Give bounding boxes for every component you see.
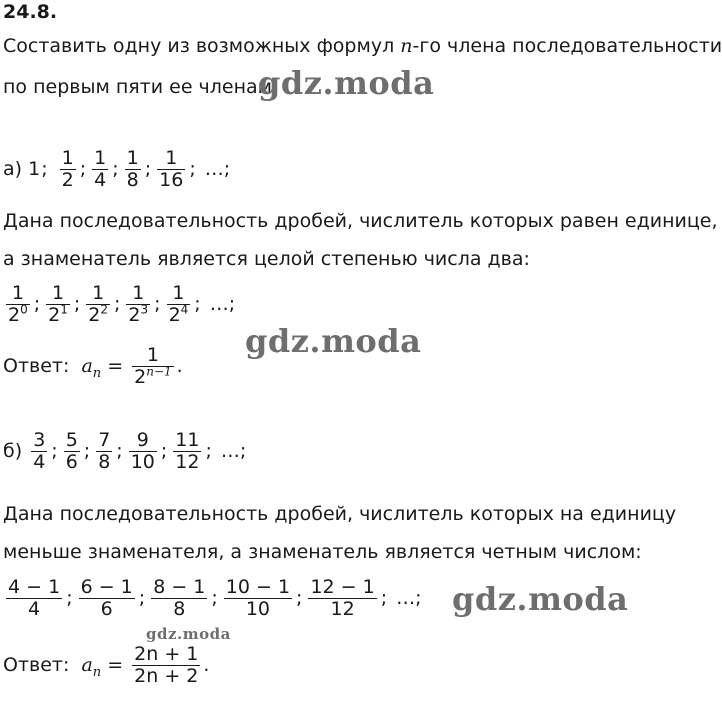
part-a-fraction-3-den: 8 [126,169,139,191]
answer-lhs-a: a [81,355,93,377]
part-b-fraction-4-den: 10 [130,451,155,473]
part-b-fraction-4-num: 9 [129,430,157,452]
part-b-ellipsis: … [220,440,240,462]
part-a-fraction-3-num: 1 [126,147,139,169]
part-a-power-fraction-1-num: 1 [6,283,30,305]
part-a-label: а) [3,158,23,180]
part-a-fraction-4-num: 1 [157,148,185,170]
part-b-diff-fraction-1-num: 4 − 1 [8,576,61,598]
part-b-fraction-1-num: 3 [33,429,46,451]
intro-line-1 [3,34,722,58]
answer-den-base-a: 2 [134,366,147,388]
answer-lhs-b: a [81,654,93,676]
answer-fraction-b [132,644,200,687]
intro-line-2: по первым пяти ее членам: [3,76,279,98]
intro-variable: n [400,35,413,57]
part-a-power-fraction-4-den [126,302,150,326]
answer-num-a: 1 [132,345,174,367]
part-b-fraction-3 [96,430,112,473]
part-a-power-fraction-5-exp: 4 [180,302,189,317]
part-b-diff-ellipsis: … [396,587,416,609]
part-a-fraction-2-num: 1 [94,147,107,169]
part-b-fraction-4 [129,430,157,473]
part-b-fraction-2-num: 5 [65,429,78,451]
answer-den-exp-a: n−1 [146,364,172,379]
part-a-power-fraction-1-den [6,302,30,326]
part-b-diff-fraction-1 [6,577,62,620]
part-a-first: 1 [28,158,41,180]
part-b-label: б) [3,440,23,462]
part-b-diff-fraction-5-num: 12 − 1 [310,576,375,598]
part-a-power-fraction-2-base: 2 [48,304,61,326]
answer-num-b: 2n + 1 [134,643,199,665]
part-a-power-fraction-2-exp: 1 [60,302,68,317]
part-b-diff-fraction-2 [79,577,135,620]
answer-sub-a: n [92,365,102,381]
part-a-pow-ellipsis: … [209,293,229,315]
watermark-1: gdz.moda [258,64,435,102]
part-b-fraction-1 [31,430,47,473]
part-a-fraction-1-num: 1 [61,147,74,169]
part-a-power-fraction-5 [167,283,191,326]
part-a-power-fraction-4 [126,283,150,326]
intro-text-end: -го члена последовательности [412,35,722,57]
part-a-power-fraction-4-exp: 3 [140,302,149,317]
part-b-diff-fraction-4-num: 10 − 1 [225,576,291,598]
part-a-ellipsis: … [204,158,224,180]
answer-label-b: Ответ: [3,654,70,676]
part-b-diff-fraction-4 [224,577,292,620]
part-b-diff-fraction-2-den: 6 [100,598,113,620]
part-b-diff-fraction-3-num: 8 − 1 [153,576,206,598]
part-b-diff-fraction-2-num: 6 − 1 [80,576,133,598]
part-b-desc-2: меньше знаменателя, а знаменатель является четным числом: [3,541,642,563]
part-a-fraction-1 [60,148,76,191]
answer-den-b: 2n + 2 [134,665,199,687]
part-b-diff-fraction-1-den: 4 [28,598,41,620]
part-b-fraction-5 [173,430,201,473]
part-a-fraction-3 [125,148,141,191]
part-a-answer: Ответ: $a_n$ = $\frac{1}{2^{n-1}}$ . [3,344,183,388]
part-b-diff-fraction-4-den: 10 [245,598,270,620]
part-b-diff-fraction-5 [308,577,376,620]
part-b-diff-fraction-3 [151,577,207,620]
part-a-power-fraction-3-exp: 2 [100,302,109,317]
watermark-3: gdz.moda [452,580,629,618]
part-a-power-fraction-5-base: 2 [168,304,181,326]
problem-number: 24.8. [3,1,58,23]
part-a-fraction-2 [92,148,108,191]
part-b-fraction-1-den: 4 [33,451,46,473]
part-a-power-fraction-4-base: 2 [128,304,141,326]
part-a-power-fraction-3-base: 2 [88,304,101,326]
part-a-fraction-2-den: 4 [94,169,107,191]
part-b-fraction-5-num: 11 [175,429,200,451]
part-b-diff-fraction-3-den: 8 [173,598,186,620]
part-a-fraction-4-den: 16 [159,169,184,191]
part-a-sequence: а) 1; $\frac{1}{2}$ ; $\frac{1}{4}$ ; $\frac{1}{8}$ ; $\frac{1}{16}$ ; …; [3,147,231,191]
part-b-answer: Ответ: $a_n$ = $\frac{2n + 1}{2n + 2}$ . [3,643,210,687]
part-b-desc-1: Дана последовательность дробей, числитель которых на единицу [3,503,677,525]
part-b-diff-fraction-5-den: 12 [330,598,355,620]
watermark-2: gdz.moda [245,322,422,360]
part-a-power-fraction-5-num: 1 [167,283,191,305]
part-b-fraction-3-den: 8 [98,451,111,473]
part-a-fraction-1-den: 2 [61,169,74,191]
part-a-power-fraction-2 [46,283,70,326]
part-a-power-fraction-2-den [46,302,70,326]
watermark-4: gdz.moda [146,625,231,643]
part-a-power-fraction-4-num: 1 [126,283,150,305]
part-a-desc-1: Дана последовательность дробей, числитель которых равен единице, [3,210,718,232]
answer-label-a: Ответ: [3,355,70,377]
part-a-power-fraction-3 [86,283,110,326]
answer-sub-b: n [92,664,102,680]
part-b-fraction-2-den: 6 [65,451,78,473]
part-a-fraction-4 [157,148,185,191]
part-a-power-fraction-3-num: 1 [86,283,110,305]
part-b-diffs: $\frac{4 - 1}{4}$ ; $\frac{6 - 1}{6}$ ; $\frac{8 - 1}{8}$ ; $\frac{10 - 1}{10}$ ; $\frac{12 - 1}{12}$ ; …; [8,576,422,620]
answer-fraction-a [132,345,174,388]
part-b-sequence: б) $\frac{3}{4}$ ; $\frac{5}{6}$ ; $\frac{7}{8}$ ; $\frac{9}{10}$ ; $\frac{11}{12}$ ; …; [3,429,247,473]
part-a-power-fraction-2-num: 1 [46,283,70,305]
part-a-power-fraction-1-base: 2 [8,304,21,326]
part-a-power-fraction-1 [6,283,30,326]
part-b-fraction-5-den: 12 [175,451,200,473]
part-a-desc-2: а знаменатель является целой степенью числа два: [3,248,530,270]
intro-text: Составить одну из возможных формул [3,35,401,57]
part-b-fraction-2 [64,430,80,473]
part-b-fraction-3-num: 7 [98,429,111,451]
part-a-power-fraction-3-den [86,302,110,326]
part-a-powers: $\frac{1}{2^0}$ ; $\frac{1}{2^1}$ ; $\frac{1}{2^2}$ ; $\frac{1}{2^3}$ ; $\frac{1}{2^4}$ ; …; [8,282,236,326]
part-a-power-fraction-1-exp: 0 [20,302,28,317]
part-a-power-fraction-5-den [167,302,191,326]
